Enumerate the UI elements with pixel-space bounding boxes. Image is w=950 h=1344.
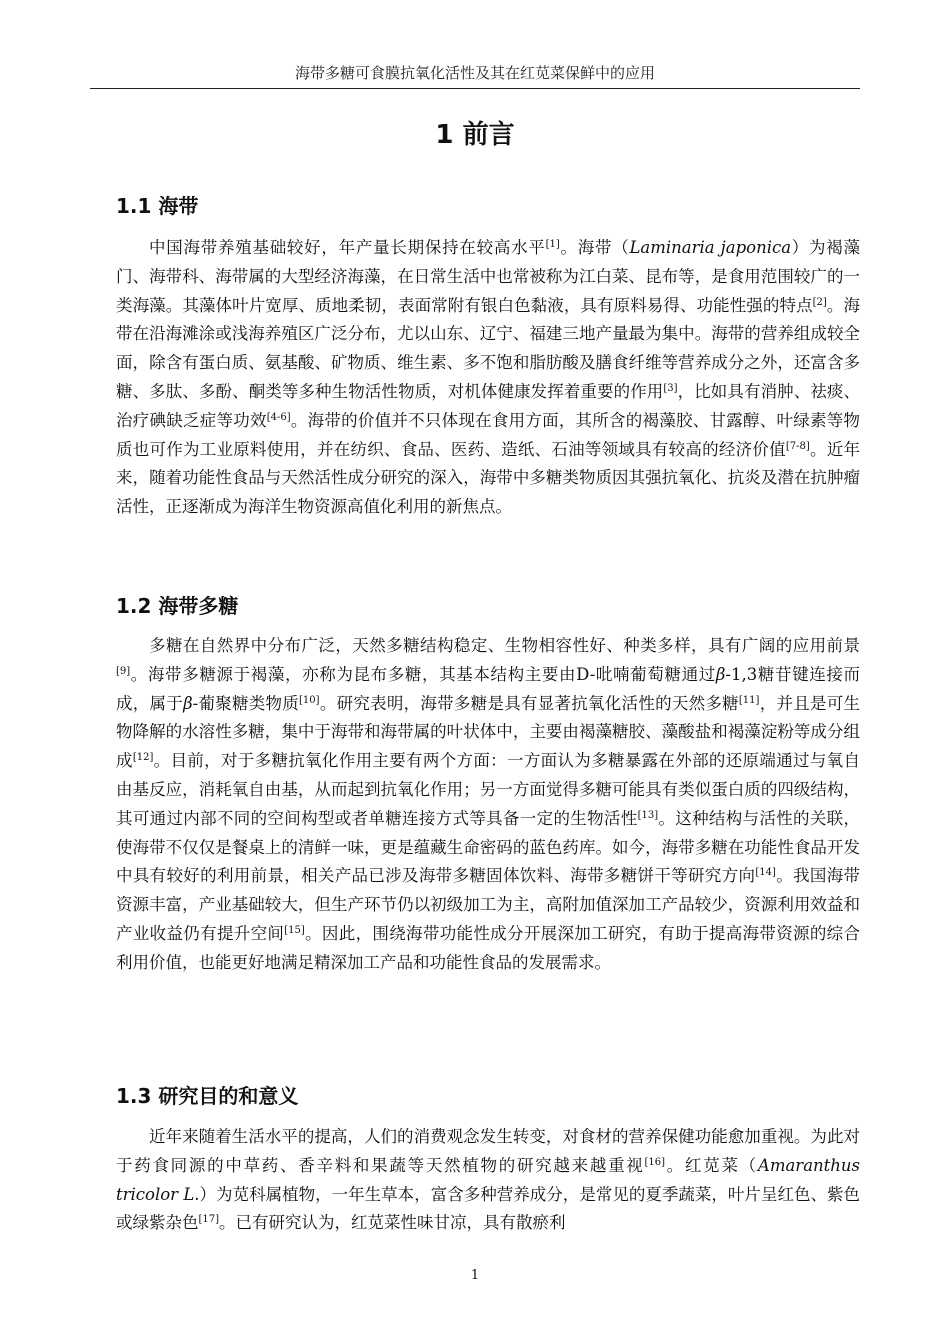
running-header: 海带多糖可食膜抗氧化活性及其在红苋菜保鲜中的应用: [90, 62, 860, 89]
paragraph-1-3: 近年来随着生活水平的提高，人们的消费观念发生转变，对食材的营养保健功能愈加重视。为此对于药食同源的中草药、香辛料和果蔬等天然植物的研究越来越重视[16]。红苋菜（Amaranthus tricolor L.）为苋科属植物，一年生草本，富含多种营养成分，是常见的夏季蔬菜，叶片呈红色、紫色或绿紫杂色[17]。已有研究认为，红苋菜性味甘凉，具有散瘀利: [116, 1127, 861, 1233]
paragraph-1-2: 多糖在自然界中分布广泛，天然多糖结构稳定、生物相容性好、种类多样，具有广阔的应用前景[9]。海带多糖源于褐藻，亦称为昆布多糖，其基本结构主要由D-吡喃葡萄糖通过β-1,3糖苷键连接而成，属于β-葡聚糖类物质[10]。研究表明，海带多糖是具有显著抗氧化活性的天然多糖[11]，并且是可生物降解的水溶性多糖，集中于海带和海带属的叶状体中，主要由褐藻糖胶、藻酸盐和褐藻淀粉等成分组成[12]。目前，对于多糖抗氧化作用主要有两个方面：一方面认为多糖暴露在外部的还原端通过与氧自由基反应，消耗氧自由基，从而起到抗氧化作用；另一方面觉得多糖可能具有类似蛋白质的四级结构，其可通过内部不同的空间构型或者单糖连接方式等具备一定的生物活性[13]。这种结构与活性的关联，使海带不仅仅是餐桌上的清鲜一味，更是蕴藏生命密码的蓝色药库。如今，海带多糖在功能性食品开发中具有较好的利用前景，相关产品已涉及海带多糖固体饮料、海带多糖饼干等研究方向[14]。我国海带资源丰富，产业基础较大，但生产环节仍以初级加工为主，高附加值深加工产品较少，资源利用效益和产业收益仍有提升空间[15]。因此，围绕海带功能性成分开展深加工研究，有助于提高海带资源的综合利用价值，也能更好地满足精深加工产品和功能性食品的发展需求。: [116, 636, 861, 972]
chapter-title: 1 前言: [435, 120, 515, 150]
page-number: 1: [470, 1268, 480, 1283]
section-heading-1-3: 1.3 研究目的和意义: [116, 1084, 299, 1108]
section-heading-1-2: 1.2 海带多糖: [116, 594, 239, 618]
section-heading-1-1: 1.1 海带: [116, 194, 199, 218]
paragraph-1-1: 中国海带养殖基础较好，年产量长期保持在较高水平[1]。海带（Laminaria japonica）为褐藻门、海带科、海带属的大型经济海藻，在日常生活中也常被称为江白菜、昆布等，是食用范围较广的一类海藻。其藻体叶片宽厚、质地柔韧，表面常附有银白色黏液，具有原料易得、功能性强的特点[2]。海带在沿海滩涂或浅海养殖区广泛分布，尤以山东、辽宁、福建三地产量最为集中。海带的营养组成较全面，除含有蛋白质、氨基酸、矿物质、维生素、多不饱和脂肪酸及膳食纤维等营养成分之外，还富含多糖、多肽、多酚、酮类等多种生物活性物质，对机体健康发挥着重要的作用[3]，比如具有消肿、祛痰、治疗碘缺乏症等功效[4-6]。海带的价值并不只体现在食用方面，其所含的褐藻胶、甘露醇、叶绿素等物质也可作为工业原料使用，并在纺织、食品、医药、造纸、石油等领域具有较高的经济价值[7-8]。近年来，随着功能性食品与天然活性成分研究的深入，海带中多糖类物质因其强抗氧化、抗炎及潜在抗肿瘤活性，正逐渐成为海洋生物资源高值化利用的新焦点。: [116, 238, 861, 517]
